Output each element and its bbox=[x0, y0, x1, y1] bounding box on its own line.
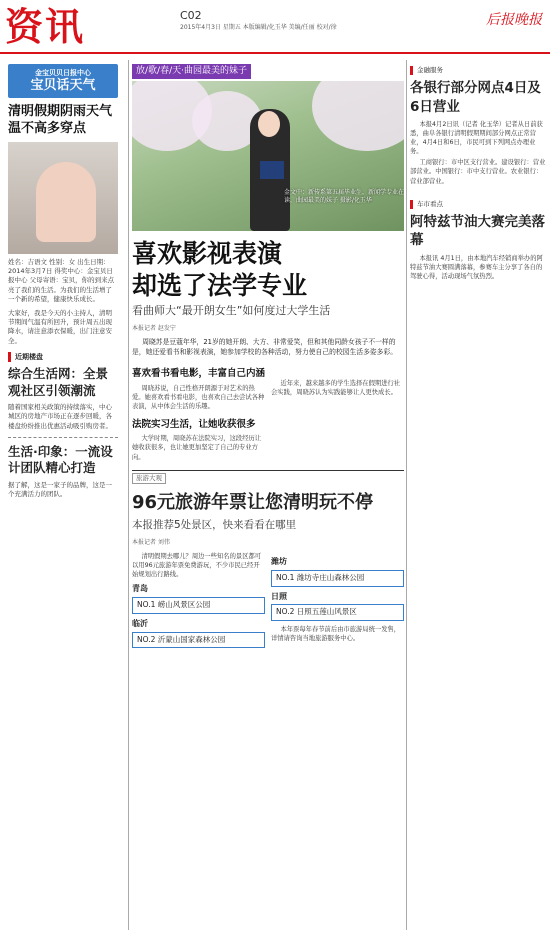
travel-byline: 本报记者 刘伟 bbox=[132, 539, 170, 547]
weather-kicker: 金宝贝贝日报中心 bbox=[35, 69, 91, 77]
column-divider bbox=[406, 60, 407, 930]
baby-photo bbox=[8, 142, 118, 254]
baby-figure bbox=[36, 162, 96, 242]
blossom-tree bbox=[312, 81, 404, 151]
student-face bbox=[258, 111, 280, 137]
travel-section bbox=[132, 470, 404, 653]
feature-byline: 本报记者 赵发宁 bbox=[132, 324, 176, 332]
feature-subtitle: 看曲师大“最开朗女生”如何度过大学生活 bbox=[132, 304, 331, 318]
route-label: 临沂 bbox=[132, 618, 148, 628]
travel-col bbox=[132, 552, 265, 652]
route-stop: NO.1 潍坊寺庄山森林公园 bbox=[271, 570, 404, 587]
photo-caption: 金文中：新传系第五届毕业生，新闻学专业在读，曲园最美的妹子 摄影/化玉华 bbox=[284, 189, 404, 205]
feature-col bbox=[271, 361, 404, 463]
design-body: 据了解，这是一家子的品牌，这是一个充满活力的团队。 bbox=[8, 480, 112, 499]
right-column bbox=[410, 60, 546, 930]
property-headline: 综合生活网：全景观社区引领潮流 bbox=[8, 366, 109, 398]
section-label-property: 近期楼盘 bbox=[8, 352, 118, 362]
divider bbox=[8, 437, 118, 438]
masthead: 后报晚报 bbox=[486, 12, 542, 28]
section-label-finance: 金融服务 bbox=[410, 66, 546, 75]
feature-col bbox=[132, 361, 265, 463]
travel-tail: 本年票每年春节前后由市旅游局统一发售，详情请咨询当地旅游服务中心。 bbox=[271, 626, 401, 643]
feature-kicker: 放/歌/春/天·曲园最美的妹子 bbox=[132, 64, 251, 79]
travel-headline: 96元旅游年票让您清明玩不停 bbox=[132, 492, 374, 514]
feature-lead: 周晓苏是豆蔻年华，21岁的她开朗、大方、非常爱笑，但和其他同龄女孩子不一样的是，她还爱看书和影视表演，她参加学校的各种活动，努力使自己的校园生活多姿多彩。 bbox=[132, 337, 398, 356]
page-number: C02 bbox=[180, 9, 202, 22]
travel-tag: 旅游大观 bbox=[132, 473, 166, 484]
bank-headline: 各银行部分网点4日及6日营业 bbox=[410, 80, 541, 115]
book bbox=[260, 161, 284, 179]
feature-title-1: 喜欢影视表演 bbox=[132, 239, 283, 269]
body-c: 近年来，越来越多的学生选择在假期进行社会实践，周晓苏认为实践能够让人更快成长。 bbox=[271, 380, 401, 397]
column-divider bbox=[128, 60, 129, 930]
weather-box bbox=[8, 64, 118, 98]
property-body: 随着国家相关政策的持续落实，中心城区的房地产市场正在逐步回暖，各楼盘纷纷推出优惠活动吸引购房者。 bbox=[8, 402, 112, 430]
subhead-a: 喜欢看书看电影，丰富自己内涵 bbox=[132, 368, 266, 380]
route-label: 潍坊 bbox=[271, 557, 287, 567]
travel-col bbox=[271, 552, 404, 652]
page-header bbox=[0, 0, 550, 58]
section-logo: 资讯 bbox=[5, 4, 86, 49]
auto-body: 本报讯 4月1日，由本地汽车经销商举办的阿特兹节油大赛圆满落幕，参赛车主分享了各自的驾驶心得，活动现场气氛热烈。 bbox=[410, 254, 543, 280]
feature-title-2: 却选了法学专业 bbox=[132, 271, 308, 301]
left-column bbox=[0, 60, 126, 930]
main-column bbox=[132, 60, 404, 930]
route-stop: NO.2 沂蒙山国家森林公园 bbox=[132, 632, 265, 649]
weather-body: 大家好，我是今天的小主持人，清明节期间气温有所回升，预计周五出现降水，请注意添衣保暖，出门注意安全。 bbox=[8, 308, 112, 345]
subhead-b: 法院实习生活，让她收获很多 bbox=[132, 418, 256, 430]
route-label: 日照 bbox=[271, 591, 287, 601]
feature-columns bbox=[132, 361, 404, 463]
travel-body: 清明假期去哪儿？周边一些知名的景区都可以用96元旅游年票免费游玩，不少市民已经开始规划出行路线。 bbox=[132, 553, 262, 579]
route-stop: NO.2 日照五莲山风景区 bbox=[271, 604, 404, 621]
feature-photo bbox=[132, 81, 404, 231]
travel-columns bbox=[132, 552, 404, 652]
travel-subtitle: 本报推荐5处景区，快来看看在哪里 bbox=[132, 519, 297, 532]
weather-title: 宝贝话天气 bbox=[30, 78, 96, 94]
body-b: 大学时期，周晓苏在法院实习，这段经历让她收获很多，也让她更加坚定了自己的专业方向。 bbox=[132, 435, 262, 461]
issue-line: 2015年4月3日 星期五 本版编辑/化玉华 美编/任丽 校对/徐 bbox=[180, 24, 337, 31]
body-a: 周晓苏说，自己性格开朗源于对艺术的热爱。她喜欢看书看电影，也喜欢自己去尝试各种表演，从中体会生活的乐趣。 bbox=[132, 385, 265, 411]
bank-body-list: 工商银行：市中区支行营业。建设银行：营业部营业。中国银行：市中支行营业。农业银行：营业部营业。 bbox=[410, 159, 546, 185]
header-rule bbox=[0, 52, 550, 54]
bank-body: 本报4月2日讯（记者 化玉华）记者从日前获悉，曲阜各银行清明假期期间部分网点正常营业，4月4日和6日，市民可到下列网点办理业务。 bbox=[410, 120, 543, 156]
design-headline: 生活·印象：一流设计团队精心打造 bbox=[8, 444, 113, 476]
route-label: 青岛 bbox=[132, 584, 148, 594]
auto-headline: 阿特兹节油大赛完美落幕 bbox=[410, 214, 545, 249]
baby-info: 姓名：吉语文 性别：女 出生日期：2014年3月7日 得奖中心：金宝贝日报中心 父母寄语：宝贝，你的到来点亮了我们的生活。为我们的生活增了一个新的希望，健康快乐成长。 bbox=[8, 257, 115, 304]
weather-headline: 清明假期阴雨天气温不高多穿点 bbox=[8, 103, 113, 136]
route-stop: NO.1 崂山风景区公园 bbox=[132, 597, 265, 614]
section-label-auto: 车市看点 bbox=[410, 200, 546, 209]
